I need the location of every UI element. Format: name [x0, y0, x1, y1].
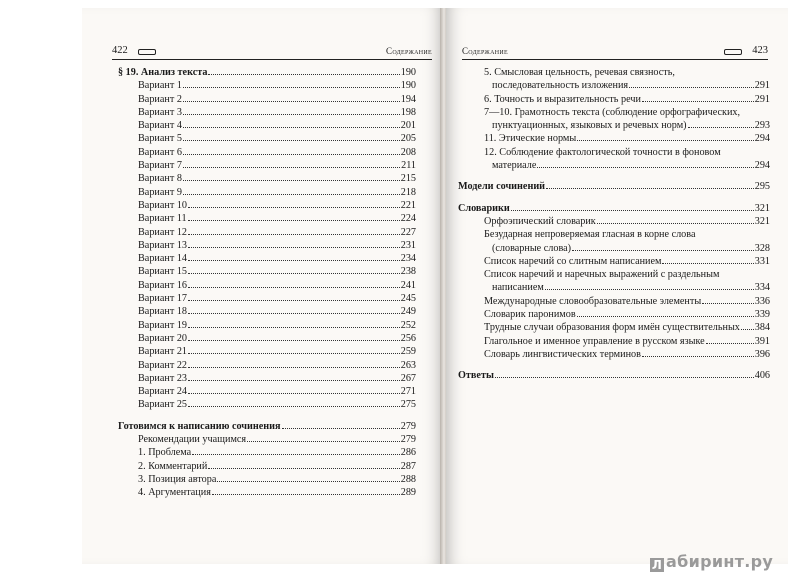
toc-entry: [118, 106, 416, 119]
dot-leader: [188, 392, 400, 394]
toc-entry-label: Вариант 17: [138, 293, 188, 305]
toc-page-number: 328: [754, 242, 770, 254]
dot-leader: [192, 453, 400, 455]
toc-entry: [458, 321, 770, 334]
toc-entry: [118, 146, 416, 159]
toc-entry-label: материале: [492, 160, 537, 172]
dot-leader: [183, 113, 400, 115]
dot-leader: [188, 405, 400, 407]
toc-entry-label: Вариант 6: [138, 146, 182, 158]
dot-leader: [577, 139, 754, 141]
toc-entry: [118, 398, 416, 411]
toc-entry: [118, 172, 416, 185]
toc-entry: [458, 132, 770, 145]
left-toc: [118, 66, 416, 500]
toc-page-number: 271: [400, 386, 416, 398]
dot-leader: [188, 312, 400, 314]
toc-entry: [458, 93, 770, 106]
toc-entry-label: 6. Точность и выразительность речи: [484, 93, 641, 105]
toc-page-number: 289: [400, 487, 416, 499]
dot-leader: [706, 342, 754, 344]
toc-page-number: 294: [754, 160, 770, 172]
toc-entry-label: написанием: [492, 282, 544, 294]
toc-entry: [118, 212, 416, 225]
dot-leader: [183, 126, 400, 128]
right-header-title: Содержание: [462, 46, 508, 56]
section-gap: [458, 361, 770, 369]
toc-page-number: 256: [400, 332, 416, 344]
toc-page-number: 291: [754, 93, 770, 105]
toc-entry-label: Вариант 2: [138, 93, 182, 105]
toc-entry: [118, 279, 416, 292]
section-gap: [458, 194, 770, 202]
left-page: [82, 8, 442, 564]
dot-leader: [629, 86, 754, 88]
toc-entry-label: Список наречий и наречных выражений с раздельным: [484, 269, 720, 281]
toc-entry-label: Готовимся к написанию сочинения: [118, 420, 281, 432]
toc-entry: [118, 460, 416, 473]
toc-entry-label: 12. Соблюдение фактологической точности в фоновом: [484, 146, 721, 158]
toc-entry-label: 5. Смысловая цельность, речевая связность,: [484, 67, 675, 78]
toc-entry: [118, 119, 416, 132]
toc-entry: [118, 486, 416, 499]
toc-page-number: 384: [754, 322, 770, 334]
toc-entry-label: Безударная непроверяемая гласная в корне слова: [484, 229, 696, 241]
toc-page-number: 275: [400, 399, 416, 411]
dot-leader: [282, 427, 400, 429]
toc-entry: [118, 186, 416, 199]
toc-entry: [118, 420, 416, 433]
toc-entry-first-line: [458, 106, 770, 119]
toc-page-number: 321: [754, 202, 770, 214]
toc-entry-label: Вариант 23: [138, 372, 188, 384]
watermark-logo-letter: Л: [651, 558, 663, 572]
toc-page-number: 287: [400, 460, 416, 472]
toc-entry-label: Словарики: [458, 202, 510, 214]
toc-page-number: 215: [400, 173, 416, 185]
toc-entry-label: 11. Этические нормы: [484, 133, 577, 145]
toc-page-number: 291: [754, 80, 770, 92]
right-toc: [458, 66, 770, 383]
dot-leader: [188, 352, 400, 354]
toc-entry-label: 3. Позиция автора: [138, 473, 217, 485]
dot-leader: [188, 339, 400, 341]
dot-leader: [688, 126, 754, 128]
toc-entry: [118, 239, 416, 252]
toc-page-number: 294: [754, 133, 770, 145]
toc-entry: [118, 252, 416, 265]
dot-leader: [572, 249, 754, 251]
dot-leader: [642, 355, 754, 357]
toc-entry: [118, 446, 416, 459]
toc-entry-label: Вариант 5: [138, 133, 182, 145]
dot-leader: [546, 187, 754, 189]
toc-entry-label: Рекомендации учащимся: [138, 434, 247, 446]
toc-entry-label: Вариант 9: [138, 186, 182, 198]
toc-entry: [118, 226, 416, 239]
toc-entry-label: Вариант 25: [138, 399, 188, 411]
toc-page-number: 249: [400, 306, 416, 318]
toc-entry-label: Вариант 3: [138, 106, 182, 118]
toc-entry: [118, 473, 416, 486]
toc-entry: [118, 332, 416, 345]
toc-page-number: 331: [754, 255, 770, 267]
toc-page-number: 224: [400, 213, 416, 225]
pen-icon: [724, 49, 742, 55]
toc-entry-label: Глагольное и именное управление в русском языке: [484, 335, 705, 347]
toc-page-number: 391: [754, 335, 770, 347]
toc-entry-label: Вариант 14: [138, 253, 188, 265]
section-gap: [458, 172, 770, 180]
toc-page-number: 231: [400, 239, 416, 251]
toc-page-number: 201: [400, 120, 416, 132]
toc-entry-first-line: [458, 146, 770, 159]
toc-page-number: 218: [400, 186, 416, 198]
header-rule: [462, 59, 768, 60]
toc-entry: [118, 372, 416, 385]
dot-leader: [183, 86, 400, 88]
toc-entry-label: Список наречий со слитным написанием: [484, 255, 662, 267]
toc-page-number: 279: [400, 420, 416, 432]
labirint-watermark: [650, 552, 773, 572]
left-page-number: 422: [112, 45, 128, 56]
toc-page-number: 293: [754, 120, 770, 132]
toc-entry-label: Вариант 19: [138, 319, 188, 331]
dot-leader: [545, 288, 754, 290]
toc-page-number: 245: [400, 293, 416, 305]
dot-leader: [217, 480, 399, 482]
toc-entry-label: Вариант 7: [138, 160, 182, 172]
toc-page-number: 336: [754, 295, 770, 307]
toc-page-number: 267: [400, 372, 416, 384]
toc-page-number: 295: [754, 181, 770, 193]
toc-entry-label: Вариант 15: [138, 266, 188, 278]
dot-leader: [247, 440, 400, 442]
dot-leader: [208, 73, 399, 75]
toc-entry-label: Вариант 1: [138, 80, 182, 92]
pen-icon: [138, 49, 156, 55]
dot-leader: [188, 379, 400, 381]
toc-page-number: 227: [400, 226, 416, 238]
toc-entry: [118, 319, 416, 332]
dot-leader: [183, 193, 400, 195]
toc-entry: [458, 79, 770, 92]
dot-leader: [642, 100, 754, 102]
dot-leader: [188, 233, 400, 235]
dot-leader: [702, 302, 754, 304]
toc-entry-label: 2. Комментарий: [138, 460, 208, 472]
dot-leader: [188, 272, 400, 274]
toc-entry: [458, 369, 770, 382]
toc-entry: [118, 359, 416, 372]
dot-leader: [188, 299, 400, 301]
dot-leader: [662, 262, 753, 264]
toc-entry-label: Вариант 16: [138, 279, 188, 291]
toc-page-number: 288: [400, 473, 416, 485]
toc-entry: [118, 345, 416, 358]
toc-page-number: 286: [400, 447, 416, 459]
toc-entry-label: Модели сочинений: [458, 181, 546, 193]
dot-leader: [741, 328, 754, 330]
toc-page-number: 263: [400, 359, 416, 371]
toc-page-number: 190: [400, 80, 416, 92]
dot-leader: [537, 166, 753, 168]
toc-entry: [458, 295, 770, 308]
dot-leader: [188, 259, 400, 261]
toc-entry: [118, 292, 416, 305]
toc-page-number: 205: [400, 133, 416, 145]
toc-page-number: 241: [400, 279, 416, 291]
toc-entry: [458, 180, 770, 193]
dot-leader: [577, 315, 754, 317]
toc-entry-label: Словарь лингвистических терминов: [484, 348, 641, 360]
toc-entry: [458, 159, 770, 172]
toc-entry-label: Трудные случаи образования форм имён существительных: [484, 322, 740, 334]
toc-page-number: 334: [754, 282, 770, 294]
toc-entry-label: Орфоэпический словарик: [484, 215, 596, 227]
dot-leader: [511, 209, 754, 211]
dot-leader: [188, 206, 400, 208]
toc-entry: [118, 66, 416, 79]
dot-leader: [212, 493, 400, 495]
toc-page-number: 396: [754, 348, 770, 360]
toc-entry-label: Вариант 13: [138, 239, 188, 251]
dot-leader: [188, 246, 400, 248]
toc-page-number: 238: [400, 266, 416, 278]
toc-entry-label: Словарик паронимов: [484, 309, 576, 321]
toc-entry: [458, 242, 770, 255]
toc-page-number: 198: [400, 106, 416, 118]
toc-page-number: 234: [400, 253, 416, 265]
toc-entry: [458, 348, 770, 361]
toc-entry: [118, 132, 416, 145]
toc-entry-label: Ответы: [458, 370, 494, 382]
dot-leader: [597, 222, 754, 224]
toc-entry: [458, 255, 770, 268]
toc-entry-label: Вариант 20: [138, 332, 188, 344]
toc-entry: [118, 385, 416, 398]
toc-page-number: 252: [400, 319, 416, 331]
toc-page-number: 190: [400, 67, 416, 78]
dot-leader: [188, 219, 400, 221]
toc-page-number: 194: [400, 93, 416, 105]
toc-entry: [458, 119, 770, 132]
section-gap: [118, 412, 416, 420]
toc-entry-label: Вариант 18: [138, 306, 188, 318]
toc-entry-label: Вариант 11: [138, 213, 187, 225]
dot-leader: [188, 366, 400, 368]
toc-page-number: 279: [400, 434, 416, 446]
toc-entry-label: Вариант 10: [138, 199, 188, 211]
dot-leader: [495, 376, 754, 378]
toc-entry-label: пунктуационных, языковых и речевых норм): [492, 120, 687, 132]
toc-entry-label: Вариант 12: [138, 226, 188, 238]
toc-page-number: 406: [754, 370, 770, 382]
right-page-header: [462, 46, 768, 60]
toc-entry-label: 7—10. Грамотность текста (соблюдение орфографических,: [484, 106, 741, 118]
toc-entry-label: Вариант 22: [138, 359, 188, 371]
toc-entry: [118, 159, 416, 172]
header-rule: [112, 59, 432, 60]
toc-entry-label: 4. Аргументация: [138, 487, 211, 499]
toc-entry-label: Вариант 8: [138, 173, 182, 185]
toc-entry: [458, 281, 770, 294]
dot-leader: [188, 326, 400, 328]
dot-leader: [183, 179, 400, 181]
toc-entry: [118, 305, 416, 318]
dot-leader: [183, 153, 400, 155]
toc-page-number: 211: [401, 160, 416, 172]
dot-leader: [188, 286, 400, 288]
toc-entry-label: последовательность изложения: [492, 80, 629, 92]
toc-entry: [458, 202, 770, 215]
toc-page-number: 339: [754, 309, 770, 321]
book-spread: [82, 8, 788, 564]
dot-leader: [183, 166, 400, 168]
toc-entry-first-line: [458, 228, 770, 241]
toc-entry: [118, 93, 416, 106]
watermark-text: абиринт.ру: [666, 552, 774, 571]
toc-entry-label: Вариант 4: [138, 120, 182, 132]
toc-entry-label: 1. Проблема: [138, 447, 192, 459]
toc-page-number: 259: [400, 346, 416, 358]
toc-entry: [118, 265, 416, 278]
dot-leader: [208, 467, 399, 469]
toc-entry-label: Вариант 21: [138, 346, 188, 358]
left-header-title: Содержание: [386, 46, 432, 56]
toc-page-number: 221: [400, 199, 416, 211]
toc-entry: [458, 308, 770, 321]
toc-entry-label: § 19. Анализ текста: [118, 67, 208, 78]
toc-entry: [458, 215, 770, 228]
toc-entry-label: Международные словообразовательные элементы: [484, 295, 702, 307]
toc-entry: [458, 335, 770, 348]
toc-entry: [118, 79, 416, 92]
right-page-number: 423: [752, 45, 768, 56]
toc-entry-label: Вариант 24: [138, 386, 188, 398]
toc-entry: [118, 199, 416, 212]
left-page-header: [112, 46, 432, 60]
toc-entry-first-line: [458, 66, 770, 79]
toc-entry-first-line: [458, 268, 770, 281]
toc-page-number: 208: [400, 146, 416, 158]
toc-page-number: 321: [754, 215, 770, 227]
dot-leader: [183, 100, 400, 102]
right-page: [446, 8, 788, 564]
toc-entry: [118, 433, 416, 446]
toc-entry-label: (словарные слова): [492, 242, 572, 254]
dot-leader: [183, 139, 400, 141]
